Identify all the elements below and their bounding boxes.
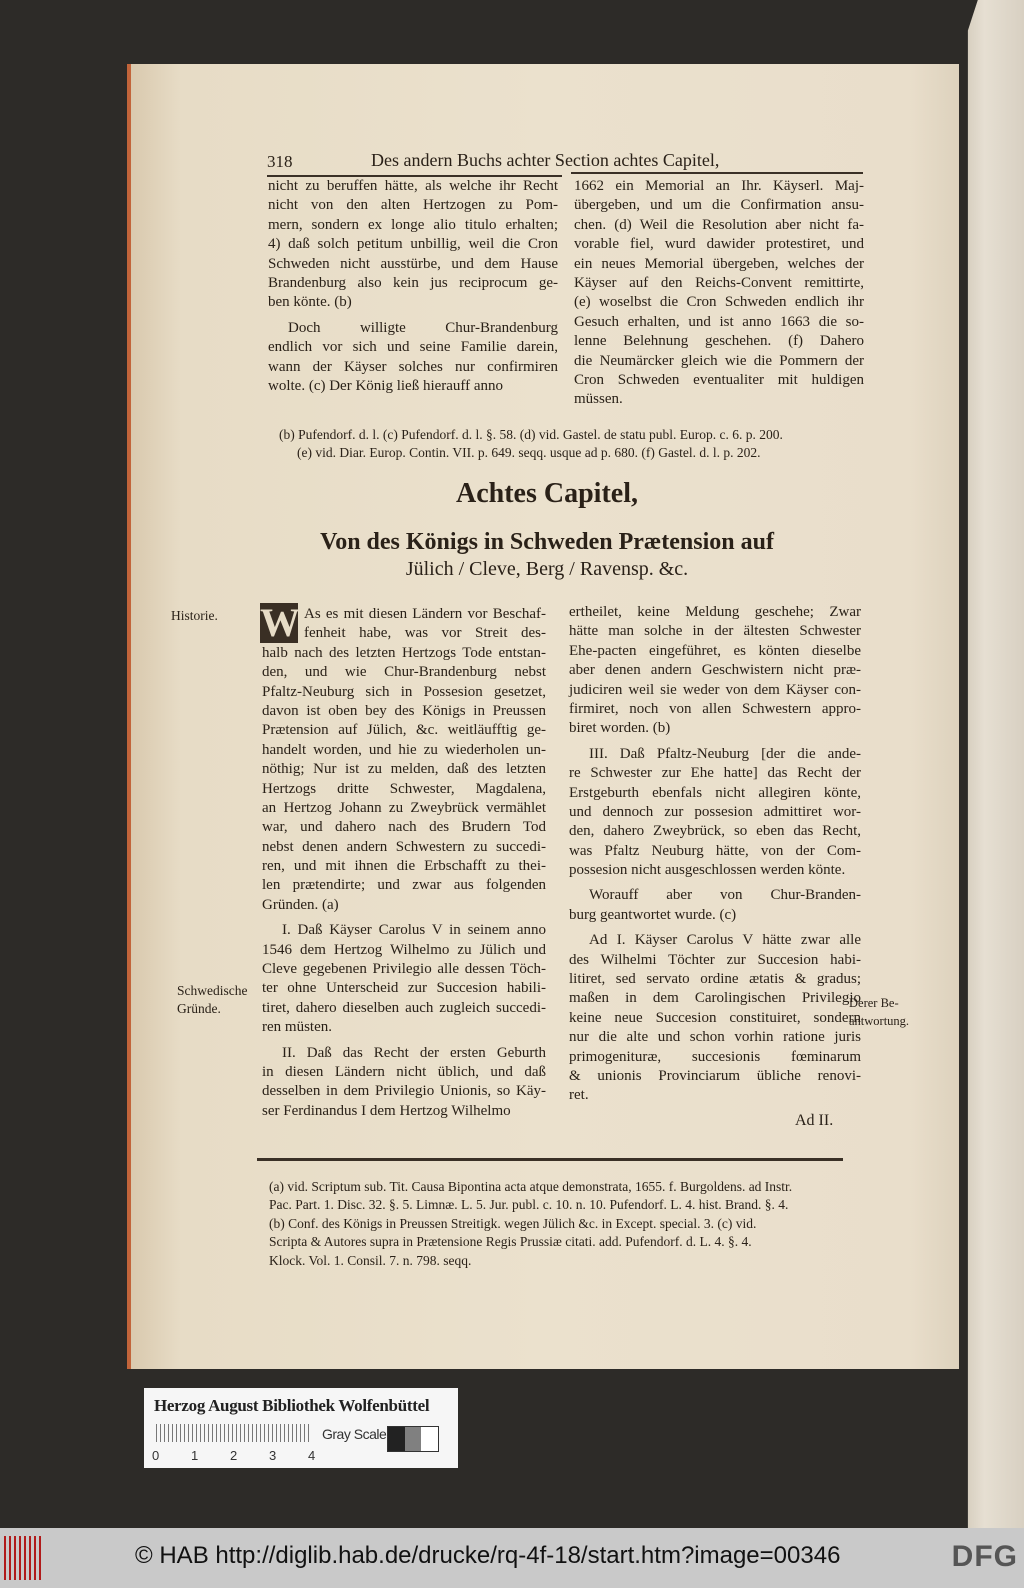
text-line: wann der Käyser solches nur confirmiren bbox=[268, 358, 558, 375]
page-number: 318 bbox=[267, 152, 293, 171]
text-line: mern, sondern ex longe alio titulo erhalten; bbox=[268, 216, 558, 233]
text-line: ret. bbox=[569, 1087, 589, 1104]
gray-swatch bbox=[388, 1427, 405, 1451]
gray-scale-label: Gray Scale bbox=[322, 1426, 387, 1442]
main-left-column bbox=[260, 600, 546, 1121]
text-line: aber denen andern Geschwistern nicht præ- bbox=[569, 662, 861, 679]
footer-url-text: © HAB http://diglib.hab.de/drucke/rq-4f-18/start.htm?image=00346 bbox=[135, 1542, 841, 1569]
text-line: halb nach des letzten Hertzogs Tode entstan- bbox=[262, 644, 546, 661]
margin-note-schwedische-gruende bbox=[177, 982, 247, 1018]
paragraph bbox=[260, 600, 546, 915]
text-line: (e) woselbst die Cron Schweden endlich ihr bbox=[574, 294, 864, 311]
footnotes bbox=[269, 1178, 845, 1270]
text-line: übergeben, und um die Confirmation ansu- bbox=[574, 197, 864, 214]
top-footnotes bbox=[279, 426, 859, 463]
head-rule-right bbox=[571, 172, 863, 174]
paragraph bbox=[569, 603, 861, 739]
chapter-subtitle-2: Jülich / Cleve, Berg / Ravensp. &c. bbox=[405, 558, 689, 580]
text-line: nöthig; Nur ist zu melden, daß des letzten bbox=[262, 761, 546, 778]
text-line: an Hertzog Johann zu Zweybrück vermählet bbox=[262, 799, 546, 816]
dfg-logo: DFG bbox=[951, 1540, 1018, 1573]
text-line: Gründen. (a) bbox=[262, 896, 339, 913]
text-line: nur die alte und schon vorhin ratione juris bbox=[569, 1029, 861, 1046]
text-line: & unionis Provinciarum übliche renovi- bbox=[569, 1067, 861, 1084]
text-line: Gesuch erhalten, und ist anno 1663 die so- bbox=[574, 313, 864, 330]
text-line: was Pfaltz Neuburg hätte, von der Com- bbox=[569, 842, 861, 859]
text-line: I. Daß Käyser Carolus V in seinem anno bbox=[282, 922, 546, 939]
text-line: keine neue Succesion constituiret, sondern bbox=[569, 1009, 861, 1026]
gray-swatch bbox=[421, 1427, 438, 1451]
margin-note-line: Derer Be- bbox=[849, 996, 899, 1010]
text-line: ter ohne Unterscheid zur Succesion habili- bbox=[262, 980, 546, 997]
ruler-label: 2 bbox=[230, 1448, 238, 1463]
text-line: ren, und mit ihnen die Erbschafft zu thei- bbox=[262, 858, 546, 875]
text-line: war, und dahero nach des Brudern Tod bbox=[262, 819, 546, 836]
margin-note-line: antwortung. bbox=[849, 1014, 910, 1028]
book-page bbox=[127, 64, 959, 1369]
paragraph bbox=[262, 1044, 546, 1122]
text-line: Hertzogs dritte Schwester, Magdalena, bbox=[262, 780, 546, 797]
text-line: lenne Belehnung geschehen. (f) Dahero bbox=[574, 333, 864, 350]
color-card bbox=[144, 1388, 458, 1468]
text-line: tiret, dahero dieselben auch zugleich succedi- bbox=[262, 999, 546, 1016]
hab-logo-icon bbox=[4, 1536, 44, 1580]
margin-note-line: Schwedische bbox=[177, 983, 248, 998]
text-line: den, dahero Zweybrück, so eben das Recht, bbox=[569, 823, 861, 840]
paragraph bbox=[569, 745, 861, 881]
text-line: des Wilhelmi Töchter zur Succesion habi- bbox=[569, 951, 861, 968]
text-line: firmiret, noch von allen Schwestern appro- bbox=[569, 700, 861, 717]
text-line: müssen. bbox=[574, 391, 623, 408]
paragraph bbox=[569, 886, 861, 925]
text-line: und dennoch zur possesion admittiret wor- bbox=[569, 803, 861, 820]
text-line: wolte. (c) Der König ließ hierauff anno bbox=[268, 377, 504, 394]
margin-note-beantwortung bbox=[849, 994, 909, 1030]
text-line: len prætendirte; und zwar aus folgenden bbox=[262, 877, 546, 894]
text-line: re Schwester zur Ehe hatte] das Recht der bbox=[569, 765, 861, 782]
paragraph bbox=[574, 177, 864, 410]
text-line: primogenituræ, succesionis fœminarum bbox=[569, 1048, 861, 1065]
footnote-line: Pac. Part. 1. Disc. 32. §. 5. Limnæ. L. 5. Jur. publ. c. 10. n. 10. Pufendorf. L. 4. hist. Brand. §. 4. bbox=[269, 1197, 789, 1213]
top-left-column bbox=[268, 177, 558, 396]
footnote-line: (b) Pufendorf. d. l. (c) Pufendorf. d. l. §. 58. (d) vid. Gastel. de statu publ. Europ. c. 6. p. 200. bbox=[279, 427, 783, 442]
text-line: ser Ferdinandus I dem Hertzog Wilhelmo bbox=[262, 1102, 511, 1119]
text-line: endlich vor sich und seine Familie darein, bbox=[268, 339, 558, 356]
gray-swatch bbox=[405, 1427, 422, 1451]
text-line: nicht von den alten Hertzogen zu Pom- bbox=[268, 197, 558, 214]
margin-note-historie: Historie. bbox=[171, 608, 218, 623]
text-line: biret worden. (b) bbox=[569, 720, 671, 737]
text-line: ren müsten. bbox=[262, 1019, 332, 1036]
text-line: Brandenburg also kein jus reciprocum ge- bbox=[268, 274, 558, 291]
text-line: Pfaltz-Neuburg sich in Possesion gesetzet, bbox=[262, 683, 546, 700]
paragraph bbox=[262, 921, 546, 1037]
footnote-line: (a) vid. Scriptum sub. Tit. Causa Bipontina acta atque demonstrata, 1655. f. Burgoldens. ad Instr. bbox=[269, 1179, 793, 1194]
text-line: nicht zu beruffen hätte, als welche ihr Recht bbox=[268, 178, 558, 194]
next-page-edge bbox=[958, 0, 1024, 1528]
text-line: ein neues Memorial übergeben, welches der bbox=[574, 255, 864, 272]
text-line: judiciren weil sie weder von dem Käyser con- bbox=[569, 681, 861, 698]
ruler-label: 0 bbox=[152, 1448, 160, 1463]
running-head: Des andern Buchs achter Section achtes Capitel, bbox=[371, 150, 720, 170]
text-line: Schweden nicht ausstürbe, und dem Hause bbox=[268, 255, 558, 272]
paragraph bbox=[268, 319, 558, 397]
text-line: den, und wie Chur-Brandenburg nebst bbox=[262, 664, 546, 681]
text-line: chen. (d) Weil die Resolution aber nicht fa- bbox=[574, 216, 864, 233]
footnote-rule bbox=[257, 1158, 843, 1161]
text-line: Erstgeburth ebenfals nicht allegiren könte, bbox=[569, 784, 861, 801]
text-line: Ehe-pacten eingeführet, es könten dieselbe bbox=[569, 642, 861, 659]
ruler-label: 4 bbox=[308, 1448, 316, 1463]
drop-cap: W bbox=[260, 600, 300, 645]
text-line: ben könte. (b) bbox=[268, 294, 352, 311]
catchword: Ad II. bbox=[795, 1112, 834, 1129]
text-line: Ad I. Käyser Carolus V hätte zwar alle bbox=[589, 932, 861, 949]
text-line: fenheit habe, was vor Streit des- bbox=[304, 625, 546, 642]
color-card-title: Herzog August Bibliothek Wolfenbüttel bbox=[154, 1396, 430, 1415]
text-line: Cleve gegebenen Privilegio alle dessen Töch- bbox=[262, 961, 546, 978]
footnote-line: Scripta & Autores supra in Prætensione Regis Prussiæ citati. add. Pufendorf. d. L. 4. §. 4. bbox=[269, 1234, 752, 1250]
text-line: maßen in dem Carolingischen Privilegio bbox=[569, 990, 861, 1007]
footnote-line: (b) Conf. des Königs in Preussen Streitigk. wegen Jülich &c. in Except. special. 3. (c) vid. bbox=[269, 1215, 757, 1231]
ruler-label: 1 bbox=[191, 1448, 199, 1463]
text-line: nebst denen andern Schwestern zu succedi- bbox=[262, 838, 546, 855]
text-line: As es mit diesen Ländern vor Beschaf- bbox=[304, 606, 546, 622]
ruler-scale bbox=[156, 1424, 310, 1442]
text-line: die Neumärcker gleich wie die Pommern der bbox=[574, 352, 864, 369]
text-line: litiret, sed servato ordine ætatis & gradus; bbox=[569, 971, 861, 988]
paragraph bbox=[569, 931, 861, 1106]
ruler-label: 3 bbox=[269, 1448, 277, 1463]
text-line: Cron Schweden eventualiter mit huldigen bbox=[574, 371, 864, 388]
text-line: 1662 ein Memorial an Ihr. Käyserl. Maj- bbox=[574, 178, 864, 194]
text-line: II. Daß das Recht der ersten Geburth bbox=[282, 1044, 546, 1061]
text-line: 4) daß solch petitum unbillig, weil die Cron bbox=[268, 236, 558, 253]
text-line: burg geantwortet wurde. (c) bbox=[569, 906, 737, 923]
text-line: handelt worden, und hie zu wiederholen un- bbox=[262, 741, 546, 758]
text-line: hätte man solche in der ältesten Schwester bbox=[569, 623, 861, 640]
text-line: Prætension auf Jülich, &c. weitläufftig ge- bbox=[262, 722, 546, 739]
text-line: Worauff aber von Chur-Branden- bbox=[589, 887, 861, 904]
text-line: Doch willigte Chur-Brandenburg bbox=[288, 319, 558, 336]
main-right-column bbox=[569, 603, 861, 1106]
footnote-line: (e) vid. Diar. Europ. Contin. VII. p. 649. seqq. usque ad p. 680. (f) Gastel. d. l. p. 202. bbox=[297, 445, 761, 461]
text-line: possesion nicht ausgeschlossen werden könte. bbox=[569, 862, 846, 879]
top-right-column bbox=[574, 177, 864, 410]
chapter-subtitle: Von des Königs in Schweden Prætension auf bbox=[320, 529, 774, 555]
paragraph bbox=[268, 177, 558, 313]
text-line: vorable fiel, wurd dawider protestiret, und bbox=[574, 236, 864, 253]
gray-scale-swatch bbox=[387, 1426, 439, 1452]
footer-bar bbox=[0, 1528, 1024, 1588]
footnote-line: Klock. Vol. 1. Consil. 7. n. 798. seqq. bbox=[269, 1252, 472, 1268]
text-line: III. Daß Pfaltz-Neuburg [der die ande- bbox=[589, 745, 861, 762]
text-line: Käyser auf den Reichs-Convent remittirte, bbox=[574, 274, 864, 291]
chapter-title: Achtes Capitel, bbox=[456, 478, 638, 509]
text-line: in diesen Ländern nicht üblich, und daß bbox=[262, 1063, 546, 1080]
margin-note-line: Gründe. bbox=[177, 1001, 221, 1016]
text-line: davon ist oben bey des Königs in Preussen bbox=[262, 702, 546, 719]
text-line: desselben in dem Privilegio Unionis, so Käy- bbox=[262, 1083, 546, 1100]
text-line: ertheilet, keine Meldung geschehe; Zwar bbox=[569, 604, 861, 620]
text-line: 1546 dem Hertzog Wilhelmo zu Jülich und bbox=[262, 941, 546, 958]
